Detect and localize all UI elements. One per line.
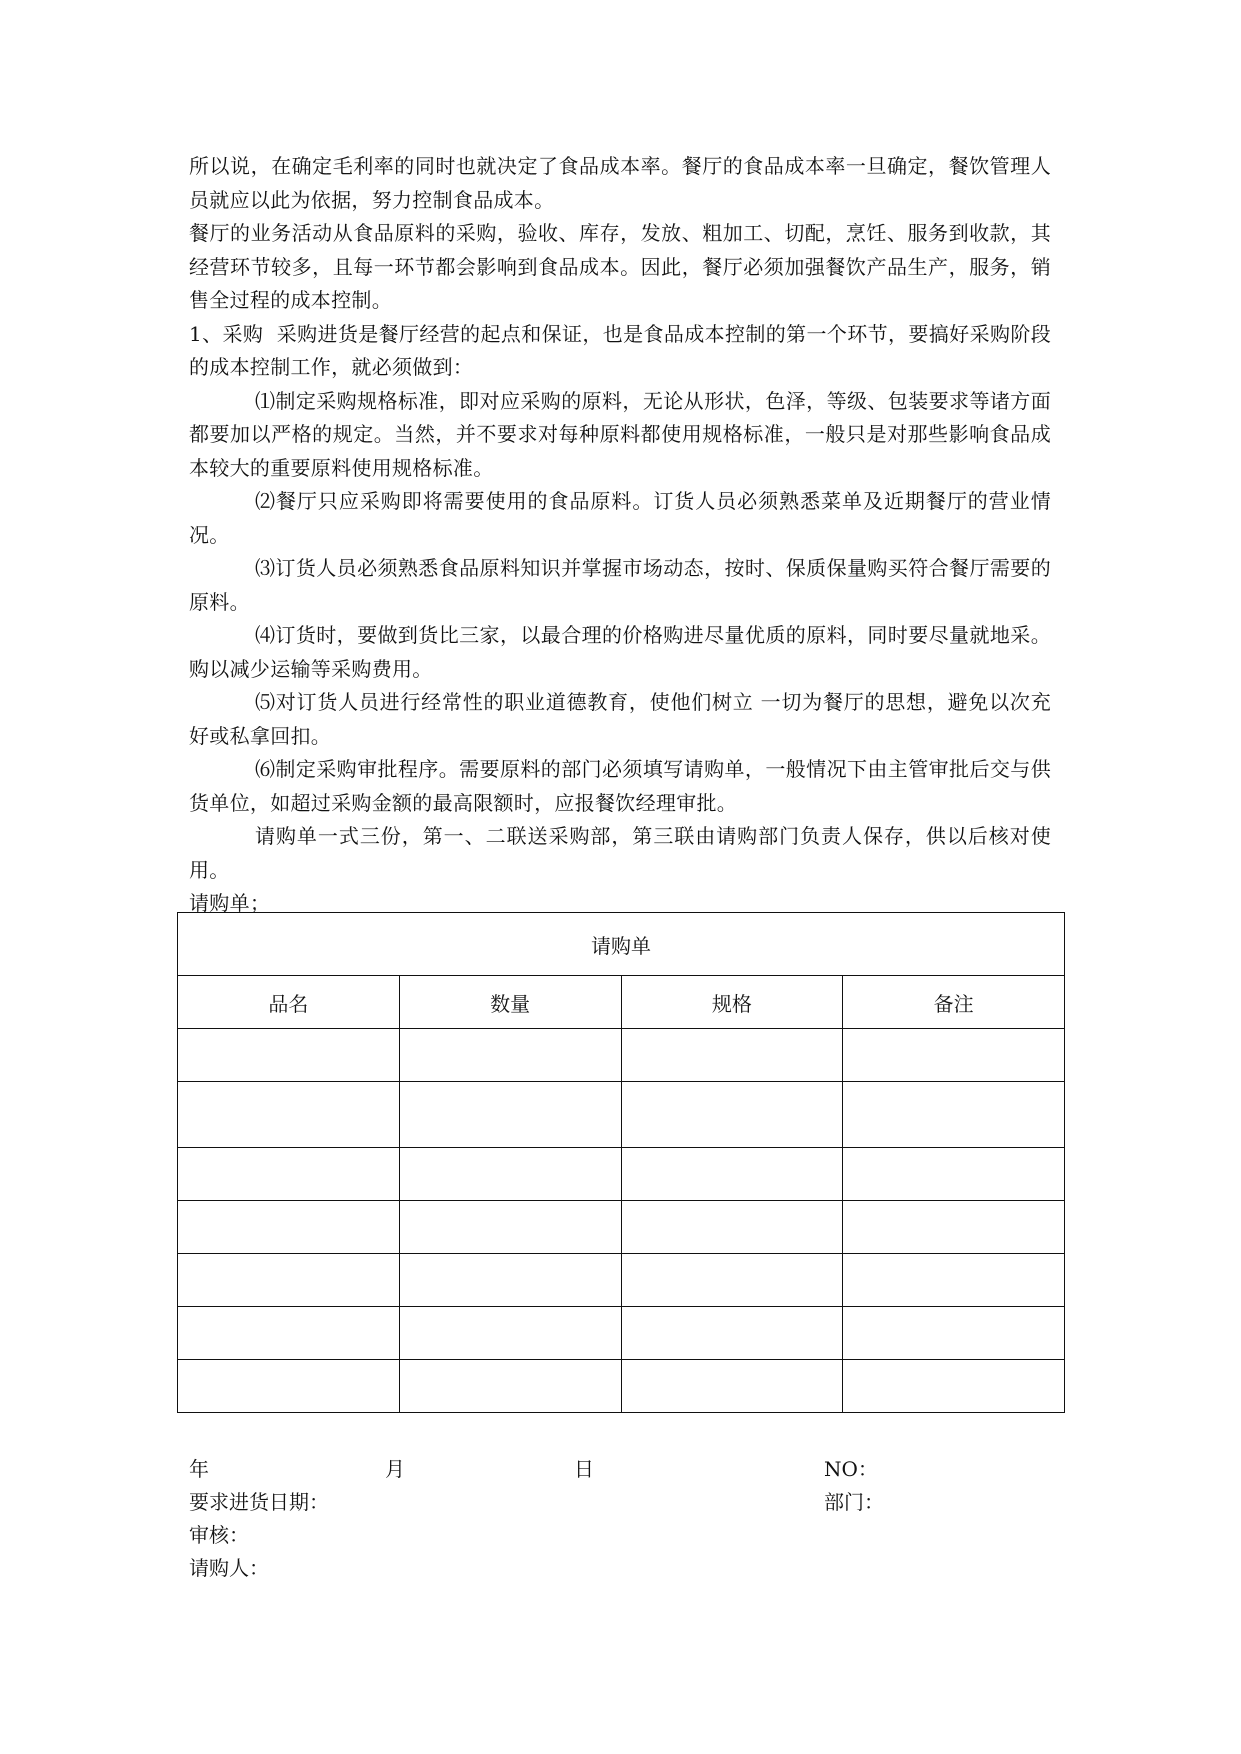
table-cell: [621, 1254, 843, 1307]
table-cell: [399, 1029, 621, 1082]
column-header-remark: 备注: [843, 976, 1065, 1029]
document-body: [189, 150, 1051, 921]
table-cell: [621, 1307, 843, 1360]
table-cell: [399, 1201, 621, 1254]
table-row: [178, 1029, 1065, 1082]
table-cell: [843, 1148, 1065, 1201]
paragraph: ⑵餐厅只应采购即将需要使用的食品原料。订货人员必须熟悉菜单及近期餐厅的营业情况。: [189, 489, 1051, 547]
column-header-name: 品名: [178, 976, 400, 1029]
day-label: 日: [574, 1457, 594, 1481]
table-cell: [621, 1082, 843, 1148]
year-label: 年: [189, 1457, 209, 1481]
table-cell: [178, 1082, 400, 1148]
review-label: 审核：: [189, 1523, 249, 1547]
paragraph: 请购单一式三份，第一、二联送采购部，第三联由请购部门负责人保存，供以后核对使用。: [189, 824, 1051, 882]
table-title: 请购单: [178, 913, 1065, 976]
table-cell: [621, 1029, 843, 1082]
table-cell: [399, 1148, 621, 1201]
table-row: [178, 1360, 1065, 1413]
table-cell: [843, 1082, 1065, 1148]
table-cell: [178, 1201, 400, 1254]
table-cell: [178, 1254, 400, 1307]
footer-delivery-line: [189, 1486, 1051, 1519]
table-cell: [843, 1029, 1065, 1082]
table-cell: [843, 1360, 1065, 1413]
table-cell: [399, 1360, 621, 1413]
department-label: 部门：: [824, 1490, 884, 1514]
purchase-request-table: [177, 912, 1065, 1413]
table-row: [178, 1201, 1065, 1254]
paragraph: ⑸对订货人员进行经常性的职业道德教育，使他们树立 一切为餐厅的思想，避免以次充好或私拿回扣。: [189, 690, 1051, 748]
paragraph: 所以说，在确定毛利率的同时也就决定了食品成本率。餐厅的食品成本率一旦确定，餐饮管理人员就应以此为依据，努力控制食品成本。: [189, 154, 1051, 212]
requester-label: 请购人：: [189, 1556, 269, 1580]
table-row: [178, 1254, 1065, 1307]
column-header-spec: 规格: [621, 976, 843, 1029]
footer-review-line: [189, 1519, 1051, 1552]
paragraph: ⑶订货人员必须熟悉食品原料知识并掌握市场动态，按时、保质保量购买符合餐厅需要的原料。: [189, 556, 1051, 614]
number-label: NO：: [824, 1457, 878, 1481]
table-cell: [843, 1307, 1065, 1360]
table-cell: [621, 1201, 843, 1254]
paragraph: 1、采购 采购进货是餐厅经营的起点和保证，也是食品成本控制的第一个环节，要搞好采购阶段的成本控制工作，就必须做到：: [189, 321, 1051, 379]
delivery-date-label: 要求进货日期：: [189, 1490, 329, 1514]
table-cell: [843, 1254, 1065, 1307]
paragraph: 餐厅的业务活动从食品原料的采购，验收、库存，发放、粗加工、切配，烹饪、服务到收款，其经营环节较多，且每一环节都会影响到食品成本。因此，餐厅必须加强餐饮产品生产，服务，销售全过程的成本控制。: [189, 221, 1051, 312]
table-header-row: [178, 976, 1065, 1029]
table-cell: [621, 1360, 843, 1413]
paragraph: ⑴制定采购规格标准，即对应采购的原料，无论从形状，色泽，等级、包装要求等诸方面都要加以严格的规定。当然，并不要求对每种原料都使用规格标准，一般只是对那些影响食品成本较大的重要原料使用规格标准。: [189, 388, 1051, 480]
table-cell: [399, 1254, 621, 1307]
paragraph: 请购单；: [189, 891, 271, 915]
month-label: 月: [385, 1457, 405, 1481]
table-cell: [843, 1201, 1065, 1254]
table-row: [178, 1307, 1065, 1360]
column-header-quantity: 数量: [399, 976, 621, 1029]
form-footer: [189, 1453, 1051, 1585]
table-cell: [399, 1082, 621, 1148]
table-row: [178, 1148, 1065, 1201]
table-cell: [178, 1307, 400, 1360]
paragraph: ⑹制定采购审批程序。需要原料的部门必须填写请购单，一般情况下由主管审批后交与供货单位，如超过采购金额的最高限额时，应报餐饮经理审批。: [189, 757, 1051, 815]
table-cell: [178, 1148, 400, 1201]
paragraph: ⑷订货时，要做到货比三家，以最合理的价格购进尽量优质的原料，同时要尽量就地采。购以减少运输等采购费用。: [189, 623, 1051, 681]
table-cell: [178, 1029, 400, 1082]
footer-date-line: [189, 1453, 1051, 1486]
table-title-row: [178, 913, 1065, 976]
table-row: [178, 1082, 1065, 1148]
footer-requester-line: [189, 1552, 1051, 1585]
table-cell: [399, 1307, 621, 1360]
table-cell: [621, 1148, 843, 1201]
table-cell: [178, 1360, 400, 1413]
